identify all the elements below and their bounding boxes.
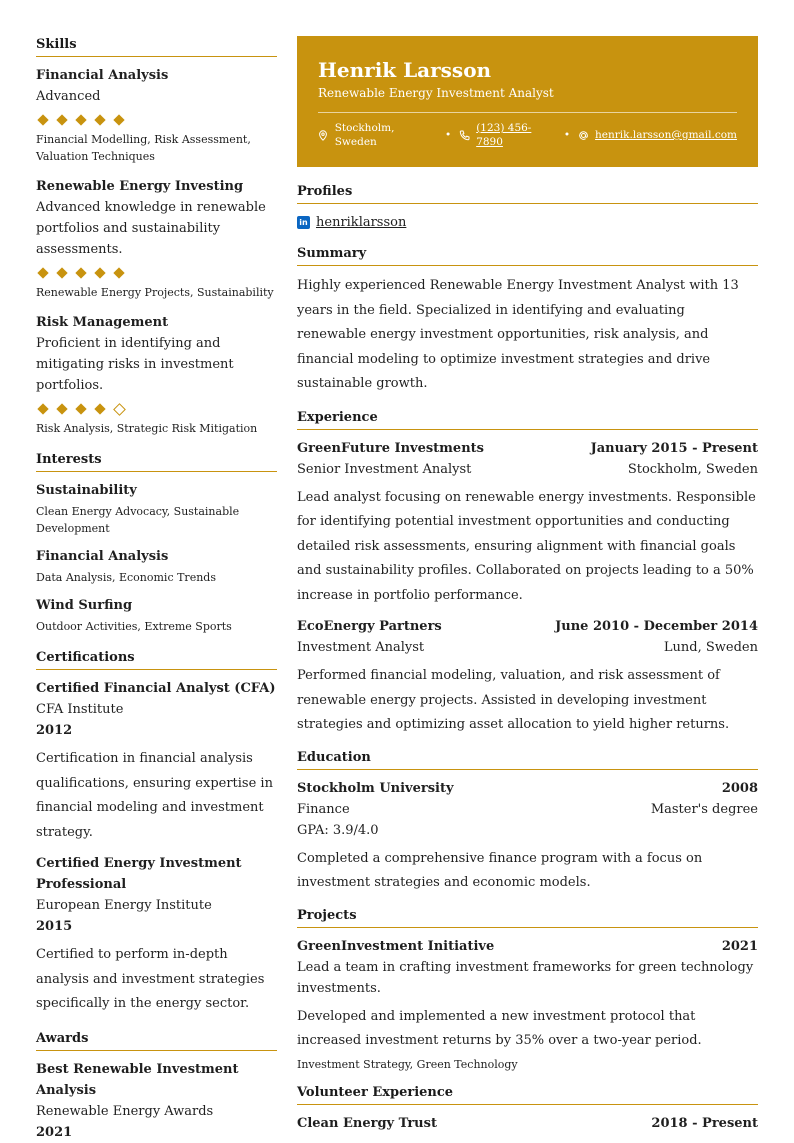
contact-location: Stockholm, Sweden [334, 122, 395, 148]
at-sign-icon [578, 130, 589, 141]
summary-heading: Summary [297, 245, 758, 266]
rating-diamond-icon [56, 114, 67, 125]
left-column [36, 36, 277, 1143]
certification-item [36, 678, 277, 845]
interest-item [36, 546, 277, 586]
profiles-heading: Profiles [297, 183, 758, 204]
education-item [297, 778, 758, 896]
volunteer-org: Clean Energy Trust [297, 1115, 437, 1131]
certification-name: Certified Energy Investment Professional [36, 856, 242, 892]
rating-diamond-icon [37, 114, 48, 125]
education-school: Stockholm University [297, 780, 454, 796]
interest-name: Sustainability [36, 483, 137, 498]
skill-item [36, 312, 277, 437]
interest-item [36, 595, 277, 635]
rating-diamond-icon [94, 403, 105, 414]
project-item [297, 936, 758, 1073]
certification-item [36, 853, 277, 1017]
award-name: Best Renewable Investment Analysis [36, 1061, 239, 1098]
experience-dates: January 2015 - Present [590, 440, 758, 456]
experience-heading: Experience [297, 409, 758, 430]
project-name: GreenInvestment Initiative [297, 938, 495, 954]
experience-company: GreenFuture Investments [297, 440, 484, 456]
skill-item [36, 65, 277, 165]
experience-description: Lead analyst focusing on renewable energy investments. Responsible for identifying potential investment opportunities and conducting detailed risk assessments, ensuring alignment with financial goals and sustainability profiles. Collaborated on projects leading to a 50% increase in portfolio performance. [297, 489, 756, 603]
skill-name: Risk Management [36, 315, 169, 330]
volunteer-dates: 2018 - Present [651, 1115, 758, 1131]
skill-name: Renewable Energy Investing [36, 179, 244, 194]
separator-dot: • [444, 129, 452, 141]
experience-company: EcoEnergy Partners [297, 619, 442, 634]
phone-icon [459, 130, 470, 141]
education-degree: Master's degree [650, 801, 758, 817]
certification-name: Certified Financial Analyst (CFA) [36, 681, 276, 696]
experience-item [297, 616, 758, 738]
volunteer-heading: Volunteer Experience [297, 1084, 758, 1105]
certification-year: 2012 [36, 723, 73, 738]
skill-rating [36, 402, 277, 416]
experience-position: Senior Investment Analyst [297, 461, 472, 477]
rating-diamond-icon [75, 267, 86, 278]
separator-dot: • [563, 129, 571, 141]
certification-description: Certified to perform in-depth analysis and investment strategies specifically in the energy sector. [36, 947, 265, 1011]
education-field: Finance [297, 801, 350, 817]
summary-text: Highly experienced Renewable Energy Investment Analyst with 13 years in the field. Specialized in identifying and evaluating renewable energy investment opportunities, risk analysis, and financial modeling to optimize investment strategies and drive sustainable growth. [297, 278, 739, 391]
skill-item [36, 176, 277, 301]
rating-diamond-icon [37, 403, 48, 414]
project-description: Developed and implemented a new investment protocol that increased investment returns by 35% over a two-year period. [297, 1008, 702, 1048]
interest-name: Wind Surfing [36, 598, 133, 613]
experience-location: Stockholm, Sweden [627, 461, 758, 477]
linkedin-icon: in [297, 216, 310, 229]
rating-diamond-icon [56, 267, 67, 278]
resume-header [297, 36, 758, 167]
certification-issuer: CFA Institute [36, 702, 124, 717]
volunteer-item [297, 1113, 758, 1134]
interests-heading: Interests [36, 451, 277, 472]
award-item [36, 1059, 277, 1143]
skill-keywords: Financial Modelling, Risk Assessment, Valuation Techniques [36, 133, 251, 163]
education-description: Completed a comprehensive finance program with a focus on investment strategies and economic models. [297, 850, 703, 890]
education-gpa: GPA: 3.9/4.0 [297, 822, 379, 838]
certification-issuer: European Energy Institute [36, 898, 212, 913]
skill-rating [36, 113, 277, 127]
interest-keywords: Outdoor Activities, Extreme Sports [36, 620, 232, 633]
rating-diamond-icon [56, 403, 67, 414]
certifications-heading: Certifications [36, 649, 277, 670]
education-heading: Education [297, 749, 758, 770]
candidate-name: Henrik Larsson [318, 58, 492, 82]
project-keywords: Investment Strategy, Green Technology [297, 1057, 518, 1071]
skill-level: Proficient in identifying and mitigating risks in investment portfolios. [36, 336, 234, 393]
award-year: 2021 [36, 1124, 73, 1140]
skill-level: Advanced knowledge in renewable portfolios and sustainability assessments. [36, 200, 266, 257]
right-column [297, 36, 758, 1134]
rating-diamond-icon [75, 114, 86, 125]
skill-level: Advanced [36, 89, 101, 104]
interest-keywords: Data Analysis, Economic Trends [36, 571, 216, 584]
linkedin-link[interactable]: henriklarsson [316, 215, 407, 230]
experience-location: Lund, Sweden [663, 640, 758, 655]
linkedin-profile[interactable] [297, 212, 758, 233]
contact-email-link[interactable]: henrik.larsson@gmail.com [595, 129, 738, 141]
location-pin-icon [318, 130, 329, 141]
experience-item [297, 438, 758, 609]
experience-dates: June 2010 - December 2014 [555, 619, 758, 634]
projects-heading: Projects [297, 907, 758, 928]
candidate-title: Renewable Energy Investment Analyst [318, 86, 554, 100]
skill-rating [36, 266, 277, 280]
rating-diamond-empty-icon [113, 403, 126, 416]
skill-keywords: Risk Analysis, Strategic Risk Mitigation [36, 422, 258, 435]
education-year: 2008 [721, 780, 758, 796]
project-subtitle: Lead a team in crafting investment frameworks for green technology investments. [297, 959, 754, 996]
award-issuer: Renewable Energy Awards [36, 1103, 214, 1119]
skills-heading: Skills [36, 36, 277, 57]
project-year: 2021 [721, 938, 758, 954]
rating-diamond-icon [37, 267, 48, 278]
experience-description: Performed financial modeling, valuation, and risk assessment of renewable energy projects. Assisted in developing investment strategies and optimizing asset allocation to yield higher returns. [297, 668, 730, 732]
contact-row [318, 121, 737, 149]
rating-diamond-icon [94, 267, 105, 278]
rating-diamond-icon [113, 114, 124, 125]
certification-year: 2015 [36, 919, 73, 934]
skill-keywords: Renewable Energy Projects, Sustainability [36, 286, 274, 299]
interest-keywords: Clean Energy Advocacy, Sustainable Development [36, 505, 240, 535]
contact-phone-link[interactable]: (123) 456-7890 [476, 122, 532, 148]
interest-item [36, 480, 277, 537]
rating-diamond-icon [113, 267, 124, 278]
interest-name: Financial Analysis [36, 549, 169, 564]
skill-name: Financial Analysis [36, 68, 169, 83]
experience-position: Investment Analyst [297, 640, 425, 655]
header-divider [318, 112, 737, 113]
rating-diamond-icon [94, 114, 105, 125]
certification-description: Certification in financial analysis qualifications, ensuring expertise in financial modeling and investment strategy. [36, 751, 273, 840]
awards-heading: Awards [36, 1030, 277, 1051]
rating-diamond-icon [75, 403, 86, 414]
